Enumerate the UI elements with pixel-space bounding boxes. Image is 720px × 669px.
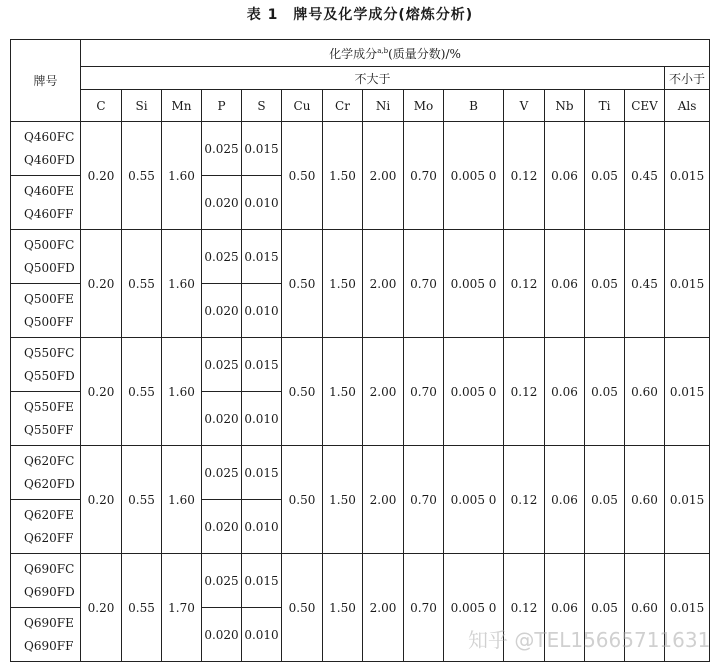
grade-label: Q690FD	[24, 584, 75, 599]
grade-label: Q690FF	[24, 638, 74, 653]
value-c: 0.20	[81, 554, 122, 662]
grade-cell	[11, 338, 81, 392]
value-cu: 0.50	[282, 338, 323, 446]
value-nb: 0.06	[545, 230, 585, 338]
value-cr: 1.50	[323, 554, 363, 662]
value-cr: 1.50	[323, 122, 363, 230]
value-c: 0.20	[81, 122, 122, 230]
grade-label: Q500FD	[24, 260, 75, 275]
element-header-mn: Mn	[162, 90, 202, 122]
value-als: 0.015	[665, 338, 710, 446]
element-header-s: S	[242, 90, 282, 122]
grade-cell	[11, 176, 81, 230]
grade-label: Q550FF	[24, 422, 74, 437]
grade-cell	[11, 122, 81, 176]
table-row	[11, 230, 710, 284]
value-s: 0.010	[242, 392, 282, 446]
value-v: 0.12	[504, 122, 545, 230]
table-row	[11, 338, 710, 392]
value-ti: 0.05	[585, 338, 625, 446]
value-p: 0.025	[202, 554, 242, 608]
value-s: 0.015	[242, 122, 282, 176]
value-p: 0.025	[202, 338, 242, 392]
value-ni: 2.00	[363, 446, 404, 554]
value-b: 0.005 0	[444, 338, 504, 446]
value-mo: 0.70	[404, 122, 444, 230]
element-header-cu: Cu	[282, 90, 323, 122]
value-als: 0.015	[665, 122, 710, 230]
value-si: 0.55	[122, 230, 162, 338]
value-ti: 0.05	[585, 230, 625, 338]
value-s: 0.010	[242, 500, 282, 554]
value-v: 0.12	[504, 446, 545, 554]
value-b: 0.005 0	[444, 122, 504, 230]
value-cev: 0.60	[625, 554, 665, 662]
value-b: 0.005 0	[444, 230, 504, 338]
element-header-si: Si	[122, 90, 162, 122]
grade-cell	[11, 284, 81, 338]
value-ti: 0.05	[585, 554, 625, 662]
value-cr: 1.50	[323, 446, 363, 554]
value-cev: 0.45	[625, 122, 665, 230]
value-p: 0.020	[202, 176, 242, 230]
value-c: 0.20	[81, 230, 122, 338]
value-nb: 0.06	[545, 338, 585, 446]
value-p: 0.025	[202, 230, 242, 284]
value-s: 0.010	[242, 176, 282, 230]
value-mo: 0.70	[404, 554, 444, 662]
value-s: 0.015	[242, 230, 282, 284]
value-s: 0.015	[242, 338, 282, 392]
value-si: 0.55	[122, 554, 162, 662]
value-mn: 1.60	[162, 230, 202, 338]
value-si: 0.55	[122, 338, 162, 446]
value-p: 0.020	[202, 608, 242, 662]
value-mo: 0.70	[404, 446, 444, 554]
not-greater-header: 不大于	[81, 67, 665, 90]
value-c: 0.20	[81, 338, 122, 446]
value-mn: 1.60	[162, 446, 202, 554]
value-c: 0.20	[81, 446, 122, 554]
grade-label: Q500FC	[24, 237, 75, 252]
value-cu: 0.50	[282, 122, 323, 230]
grade-cell	[11, 230, 81, 284]
value-v: 0.12	[504, 338, 545, 446]
table-caption: 表 1 牌号及化学成分(熔炼分析)	[246, 7, 474, 23]
value-si: 0.55	[122, 446, 162, 554]
value-ti: 0.05	[585, 446, 625, 554]
value-ti: 0.05	[585, 122, 625, 230]
value-s: 0.010	[242, 284, 282, 338]
composition-table	[10, 39, 710, 662]
value-mn: 1.60	[162, 338, 202, 446]
value-cev: 0.60	[625, 338, 665, 446]
grade-cell	[11, 446, 81, 500]
value-p: 0.025	[202, 122, 242, 176]
value-mn: 1.60	[162, 122, 202, 230]
grade-label: Q460FC	[24, 129, 75, 144]
grade-label: Q550FD	[24, 368, 75, 383]
grade-label: Q460FF	[24, 206, 74, 221]
watermark-text: 知乎 @TEL15665711631	[468, 628, 711, 652]
value-cev: 0.45	[625, 230, 665, 338]
value-cr: 1.50	[323, 230, 363, 338]
value-mo: 0.70	[404, 338, 444, 446]
value-cr: 1.50	[323, 338, 363, 446]
element-header-ti: Ti	[585, 90, 625, 122]
grade-label: Q620FF	[24, 530, 74, 545]
table-row	[11, 446, 710, 500]
value-als: 0.015	[665, 446, 710, 554]
value-mo: 0.70	[404, 230, 444, 338]
grade-label: Q500FE	[24, 291, 74, 306]
value-cu: 0.50	[282, 446, 323, 554]
grade-label: Q500FF	[24, 314, 74, 329]
value-nb: 0.06	[545, 122, 585, 230]
grade-cell	[11, 500, 81, 554]
element-header-p: P	[202, 90, 242, 122]
value-b: 0.005 0	[444, 554, 504, 662]
not-less-header: 不小于	[665, 67, 710, 90]
value-p: 0.020	[202, 392, 242, 446]
value-nb: 0.06	[545, 446, 585, 554]
grade-label: Q620FC	[24, 453, 75, 468]
value-ni: 2.00	[363, 122, 404, 230]
table-row	[11, 122, 710, 176]
value-cu: 0.50	[282, 230, 323, 338]
grade-label: Q620FD	[24, 476, 75, 491]
element-header-mo: Mo	[404, 90, 444, 122]
value-nb: 0.06	[545, 554, 585, 662]
value-b: 0.005 0	[444, 446, 504, 554]
element-header-cev: CEV	[625, 90, 665, 122]
value-s: 0.015	[242, 554, 282, 608]
value-ni: 2.00	[363, 554, 404, 662]
value-als: 0.015	[665, 554, 710, 662]
value-cev: 0.60	[625, 446, 665, 554]
composition-header: 化学成分$^{a,b}$(质量分数)/%	[81, 40, 710, 67]
value-ni: 2.00	[363, 230, 404, 338]
table-row	[11, 554, 710, 608]
value-p: 0.020	[202, 500, 242, 554]
grade-label: Q460FD	[24, 152, 75, 167]
element-header-b: B	[444, 90, 504, 122]
value-cu: 0.50	[282, 554, 323, 662]
element-header-c: C	[81, 90, 122, 122]
value-s: 0.010	[242, 608, 282, 662]
value-ni: 2.00	[363, 338, 404, 446]
value-v: 0.12	[504, 230, 545, 338]
value-v: 0.12	[504, 554, 545, 662]
grade-cell	[11, 554, 81, 608]
grade-label: Q620FE	[24, 507, 74, 522]
element-header-v: V	[504, 90, 545, 122]
grade-label: Q550FE	[24, 399, 74, 414]
value-als: 0.015	[665, 230, 710, 338]
grade-header: 牌号	[11, 40, 81, 122]
value-si: 0.55	[122, 122, 162, 230]
element-header-cr: Cr	[323, 90, 363, 122]
value-p: 0.025	[202, 446, 242, 500]
value-mn: 1.70	[162, 554, 202, 662]
element-header-als: Als	[665, 90, 710, 122]
grade-label: Q690FC	[24, 561, 75, 576]
element-header-ni: Ni	[363, 90, 404, 122]
grade-cell	[11, 392, 81, 446]
grade-label: Q690FE	[24, 615, 74, 630]
value-s: 0.015	[242, 446, 282, 500]
grade-cell	[11, 608, 81, 662]
value-p: 0.020	[202, 284, 242, 338]
grade-label: Q460FE	[24, 183, 74, 198]
element-header-nb: Nb	[545, 90, 585, 122]
grade-label: Q550FC	[24, 345, 75, 360]
